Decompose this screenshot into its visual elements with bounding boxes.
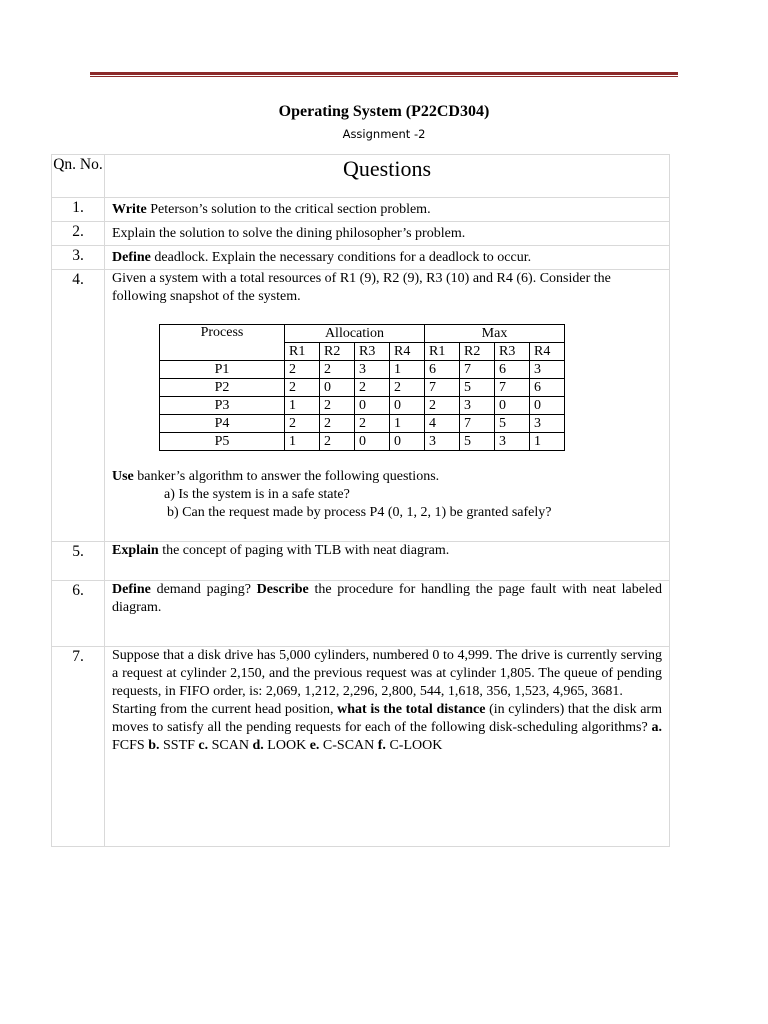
max-cell: 6	[425, 361, 460, 379]
alloc-cell: 2	[320, 397, 355, 415]
question-number: 6.	[52, 581, 105, 647]
question-row-4	[52, 270, 670, 542]
document-title: Operating System (P22CD304)	[278, 103, 490, 120]
qn-no-header: Qn. No.	[52, 155, 105, 198]
keyword: Write	[112, 201, 147, 217]
table-header-row	[52, 155, 670, 198]
max-cell: 7	[425, 379, 460, 397]
resource-header-cell: R2	[460, 343, 495, 361]
max-header: Max	[425, 325, 565, 343]
process-cell: P4	[160, 415, 285, 433]
question-row-6	[52, 581, 670, 647]
max-cell: 5	[460, 379, 495, 397]
question-number: 2.	[52, 222, 105, 246]
resource-header-cell: R4	[390, 343, 425, 361]
process-header: Process	[160, 325, 285, 361]
max-cell: 7	[460, 361, 495, 379]
question-text	[105, 270, 670, 542]
alloc-cell: 3	[355, 361, 390, 379]
alloc-cell: 0	[355, 433, 390, 451]
max-cell: 0	[530, 397, 565, 415]
keyword: Explain	[112, 543, 159, 558]
resource-header-cell: R3	[355, 343, 390, 361]
process-cell: P1	[160, 361, 285, 379]
alloc-cell: 2	[355, 415, 390, 433]
alloc-cell: 2	[320, 361, 355, 379]
algorithm-key: c.	[198, 738, 209, 753]
process-cell: P3	[160, 397, 285, 415]
header-rule-thin	[90, 76, 678, 77]
algorithm-key: e.	[309, 738, 320, 753]
max-cell: 7	[460, 415, 495, 433]
question-row-1	[52, 198, 670, 222]
algorithm-name: SCAN	[208, 738, 253, 753]
keyword: Use	[112, 469, 134, 484]
process-cell: P2	[160, 379, 285, 397]
keyword: what is the total distance	[337, 702, 486, 717]
question-text: Explain the solution to solve the dining philosopher’s problem.	[105, 222, 670, 246]
question-text: Write Peterson’s solution to the critical section problem.	[105, 198, 670, 222]
process-cell: P5	[160, 433, 285, 451]
alloc-cell: 0	[390, 397, 425, 415]
max-cell: 2	[425, 397, 460, 415]
allocation-header: Allocation	[285, 325, 425, 343]
sub-question-b: b) Can the request made by process P4 (0, 1, 2, 1) be granted safely?	[167, 505, 552, 520]
max-cell: 1	[530, 433, 565, 451]
question-number: 7.	[52, 647, 105, 847]
algorithm-name: C-SCAN	[319, 738, 378, 753]
max-cell: 5	[460, 433, 495, 451]
resource-header-cell: R2	[320, 343, 355, 361]
keyword: Define	[112, 582, 151, 597]
alloc-cell: 2	[320, 415, 355, 433]
alloc-cell: 2	[390, 379, 425, 397]
max-cell: 4	[425, 415, 460, 433]
table-row	[160, 397, 565, 415]
max-cell: 3	[495, 433, 530, 451]
alloc-cell: 2	[355, 379, 390, 397]
question-row-3	[52, 246, 670, 270]
questions-table	[51, 154, 670, 847]
alloc-cell: 0	[355, 397, 390, 415]
max-cell: 3	[530, 415, 565, 433]
question-text: Explain the concept of paging with TLB with neat diagram.	[105, 542, 670, 581]
questions-header: Questions	[105, 155, 670, 198]
alloc-cell: 2	[285, 415, 320, 433]
question-number: 1.	[52, 198, 105, 222]
table-row	[160, 433, 565, 451]
alloc-cell: 1	[285, 397, 320, 415]
alloc-cell: 0	[390, 433, 425, 451]
question-number: 3.	[52, 246, 105, 270]
algorithm-name: LOOK	[263, 738, 310, 753]
max-cell: 5	[495, 415, 530, 433]
alloc-cell: 1	[285, 433, 320, 451]
max-cell: 6	[530, 379, 565, 397]
max-cell: 0	[495, 397, 530, 415]
resource-header-cell: R1	[285, 343, 320, 361]
question-row-5	[52, 542, 670, 581]
alloc-cell: 2	[285, 379, 320, 397]
question-text: Define deadlock. Explain the necessary conditions for a deadlock to occur.	[105, 246, 670, 270]
resource-header-cell: R3	[495, 343, 530, 361]
algorithm-key: d.	[252, 738, 264, 753]
q4-intro: Given a system with a total resources of R1 (9), R2 (9), R3 (10) and R4 (6). Consider the following snapshot of the system.	[112, 271, 611, 304]
table-row	[160, 379, 565, 397]
question-text: Define demand paging? Describe the procedure for handling the page fault with neat labeled diagram.	[105, 581, 670, 647]
alloc-cell: 1	[390, 361, 425, 379]
resource-header-cell: R1	[425, 343, 460, 361]
table-row	[160, 361, 565, 379]
max-cell: 7	[495, 379, 530, 397]
keyword: Define	[112, 249, 151, 265]
q7-paragraph-2: Starting from the current head position, what is the total distance (in cylinders) that the disk arm moves to satisfy all the pending requests for each of the following disk-scheduling algorithms? a. FCFS b. SSTF c. SCAN d. LOOK e. C-SCAN f. C-LOOK	[112, 702, 662, 753]
keyword: Describe	[256, 582, 309, 597]
algorithm-name: SSTF	[159, 738, 199, 753]
alloc-cell: 0	[320, 379, 355, 397]
algorithm-key: a.	[651, 720, 662, 735]
alloc-cell: 2	[285, 361, 320, 379]
question-number: 4.	[52, 270, 105, 542]
header-rule-thick	[90, 72, 678, 75]
algorithm-name: C-LOOK	[385, 738, 443, 753]
question-row-7	[52, 647, 670, 847]
max-cell: 3	[425, 433, 460, 451]
q4-instruction: Use banker’s algorithm to answer the following questions.	[112, 469, 440, 484]
question-number: 5.	[52, 542, 105, 581]
resource-header-cell: R4	[530, 343, 565, 361]
resource-snapshot-table	[159, 324, 565, 451]
question-row-2	[52, 222, 670, 246]
alloc-cell: 2	[320, 433, 355, 451]
question-text	[105, 647, 670, 847]
algorithm-name: FCFS	[112, 738, 149, 753]
document-subtitle: Assignment -2	[342, 127, 426, 141]
q7-paragraph-1: Suppose that a disk drive has 5,000 cylinders, numbered 0 to 4,999. The drive is currently serving a request at cylinder 2,150, and the previous request was at cylinder 1,805. The queue of pending requests, in FIFO order, is: 2,069, 1,212, 2,296, 2,800, 544, 1,618, 356, 1,523, 4,965, 3681.	[112, 648, 662, 699]
table-row	[160, 415, 565, 433]
algorithm-key: b.	[148, 738, 160, 753]
alloc-cell: 1	[390, 415, 425, 433]
max-cell: 3	[460, 397, 495, 415]
sub-question-a: a) Is the system is in a safe state?	[164, 487, 350, 502]
max-cell: 3	[530, 361, 565, 379]
algorithm-key: f.	[377, 738, 386, 753]
max-cell: 6	[495, 361, 530, 379]
